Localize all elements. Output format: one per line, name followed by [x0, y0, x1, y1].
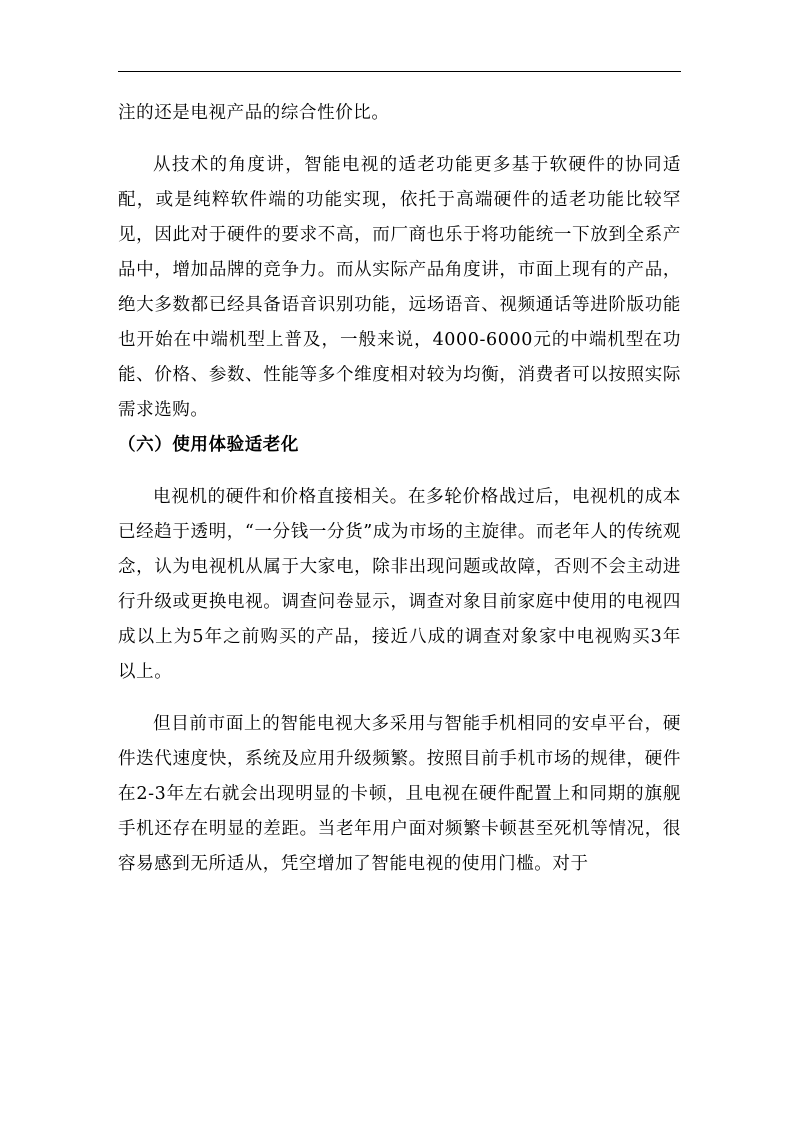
paragraph-hardware-price: 电视机的硬件和价格直接相关。在多轮价格战过后，电视机的成本已经趋于透明，“一分钱一分货”成为市场的主旋律。而老年人的传统观念，认为电视机从属于大家电，除非出现问题或故障，否则不会主动进行升级或更换电视。调查问卷显示，调查对象目前家庭中使用的电视四成以上为5年之前购买的产品，接近八成的调查对象家中电视购买3年以上。	[118, 487, 681, 682]
paragraph-technology: 从技术的角度讲，智能电视的适老功能更多基于软硬件的协同适配，或是纯粹软件端的功能实现，依托于高端硬件的适老功能比较罕见，因此对于硬件的要求不高，而厂商也乐于将功能统一下放到全系产品中，增加品牌的竞争力。而从实际产品角度讲，市面上现有的产品，绝大多数都已经具备语音识别功能，远场语音、视频通话等进阶版功能也开始在中端机型上普及，一般来说，4000-6000元的中端机型在功能、价格、参数、性能等多个维度相对较为均衡，消费者可以按照实际需求选购。	[118, 155, 681, 420]
section-heading: （六）使用体验适老化	[118, 435, 299, 455]
document-body	[118, 96, 681, 882]
header-rule	[118, 71, 681, 72]
paragraph-android-platform: 但目前市面上的智能电视大多采用与智能手机相同的安卓平台，硬件迭代速度快，系统及应用升级频繁。按照目前手机市场的规律，硬件在2-3年左右就会出现明显的卡顿，且电视在硬件配置上和同期的旗舰手机还存在明显的差距。当老年用户面对频繁卡顿甚至死机等情况，很容易感到无所适从，凭空增加了智能电视的使用门槛。对于	[118, 714, 681, 874]
paragraph-continuation: 注的还是电视产品的综合性价比。	[118, 103, 390, 123]
